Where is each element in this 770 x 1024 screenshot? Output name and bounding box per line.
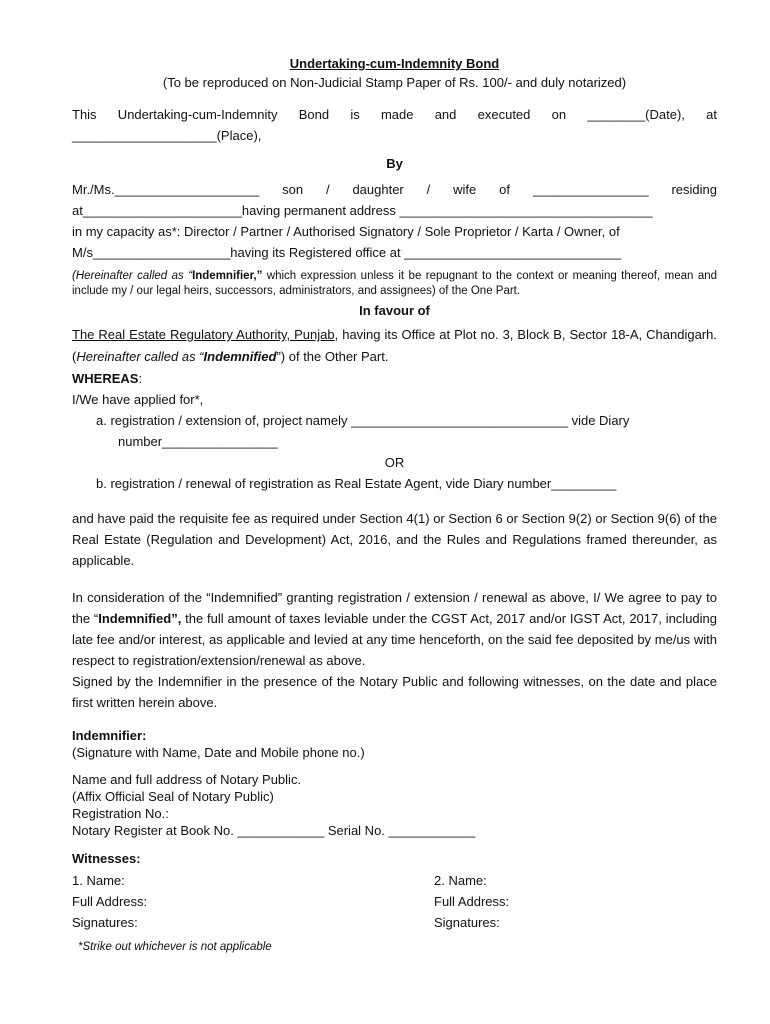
witness-2-address: Full Address:	[434, 894, 510, 909]
hereinafter-suffix: which expression unless it be repugnant to the context or meaning thereof, mean and include my / our legal heirs, successors, administrators, and assignees) of the One Part.	[72, 270, 718, 297]
or-separator: OR	[384, 455, 405, 470]
witness-1-signatures: Signatures:	[72, 915, 138, 930]
party-line-4: M/s___________________having its Registered office at ______________________________	[72, 245, 622, 260]
hereinafter-bold: Indemnifier,”	[192, 270, 263, 282]
applied-for: I/We have applied for*,	[72, 392, 204, 407]
item-a-line-2: number________________	[118, 434, 278, 449]
hereinafter-prefix: (Hereinafter called as “	[72, 270, 193, 282]
footnote: *Strike out whichever is not applicable	[78, 941, 272, 953]
indemnifier-signature-note: (Signature with Name, Date and Mobile phone no.)	[72, 745, 365, 760]
witnesses-heading: Witnesses:	[72, 851, 141, 866]
party-line-1: Mr./Ms.____________________ son / daughter / wife of ________________ residing	[72, 182, 717, 197]
consideration-part-1: In consideration of the “Indemnified” granting registration / extension / renewal as above, I/ We agree to pay to the “	[72, 590, 717, 626]
indemnifier-heading: Indemnifier:	[72, 728, 147, 743]
authority-bold: Indemnified	[203, 349, 277, 364]
consideration-paragraph	[72, 587, 717, 671]
document-title: Undertaking-cum-Indemnity Bond	[289, 56, 500, 71]
authority-name: The Real Estate Regulatory Authority, Punjab	[72, 327, 335, 342]
witness-1-name: 1. Name:	[72, 873, 125, 888]
party-line-2: at______________________having permanent address ___________________________________	[72, 203, 653, 218]
whereas-label: WHEREAS	[72, 371, 139, 386]
witness-2-signatures: Signatures:	[434, 915, 500, 930]
consideration-bold: Indemnified”,	[98, 611, 182, 626]
document-page	[72, 56, 717, 953]
witnesses-grid	[72, 870, 717, 933]
notary-line-4: Notary Register at Book No. ____________ Serial No. ____________	[72, 823, 476, 838]
fee-paragraph: and have paid the requisite fee as required under Section 4(1) or Section 6 or Section 9(2) or Section 9(6) of the Real Estate (Regulation and Development) Act, 2016, and the Rules and Regulations framed thereunder, as applicable.	[72, 511, 717, 568]
document-subtitle: (To be reproduced on Non-Judicial Stamp Paper of Rs. 100/- and duly notarized)	[162, 75, 627, 90]
notary-line-3: Registration No.:	[72, 806, 169, 821]
authority-end: ”) of the Other Part.	[276, 349, 389, 364]
notary-line-2: (Affix Official Seal of Notary Public)	[72, 789, 274, 804]
item-b: b. registration / renewal of registration as Real Estate Agent, vide Diary number_________	[96, 476, 617, 491]
authority-italic: Hereinafter called as “	[76, 349, 204, 364]
party-line-3: in my capacity as*: Director / Partner / Authorised Signatory / Sole Proprietor / Karta / Owner, of	[72, 224, 620, 239]
consideration-part-2: the full amount of taxes leviable under the CGST Act, 2017 and/or IGST Act, 2017, including late fee and/or interest, as applicable and levied at any time henceforth, on the said fee deposited by me/us with respect to registration/extension/renewal as above.	[72, 611, 718, 668]
intro-paragraph: This Undertaking-cum-Indemnity Bond is made and executed on ________(Date), at ____________________(Place),	[72, 107, 717, 143]
indemnifier-block	[72, 727, 717, 761]
whereas-colon: :	[138, 371, 143, 386]
item-a-line-1: a. registration / extension of, project namely ______________________________ vide Diary	[96, 413, 630, 428]
whereas-heading	[72, 368, 717, 389]
hereinafter-clause	[72, 269, 717, 299]
by-heading: By	[386, 156, 403, 171]
witness-2-name: 2. Name:	[434, 873, 487, 888]
signed-paragraph: Signed by the Indemnifier in the presence of the Notary Public and following witnesses, on the date and place first written herein above.	[72, 674, 717, 710]
notary-line-1: Name and full address of Notary Public.	[72, 772, 302, 787]
favour-heading: In favour of	[359, 303, 430, 318]
witness-1-address: Full Address:	[72, 894, 148, 909]
notary-block	[72, 771, 717, 839]
authority-paragraph	[72, 324, 717, 368]
authority-rest: , having its Office at Plot no. 3, Block B, Sector 18-A, Chandigarh. (	[72, 327, 717, 364]
